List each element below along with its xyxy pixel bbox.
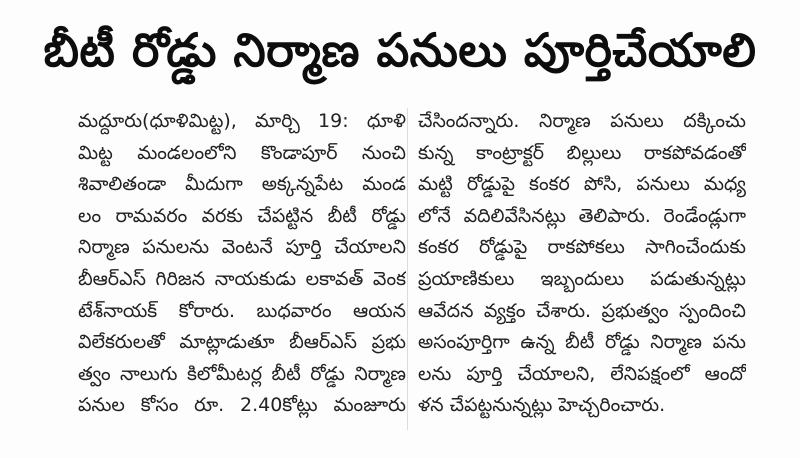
body-line: త్వం నాలుగు కిలోమీటర్ల బీటీ రోడ్డు నిర్మాణ bbox=[78, 362, 406, 385]
body-line: ప్రయాణికులు ఇబ్బందులు పడుతున్నట్లు bbox=[418, 267, 746, 290]
body-line: ళన చేపట్టనున్నట్లు హెచ్చరించారు. bbox=[418, 394, 666, 417]
body-line: శివాలితండా మీదుగా అక్కన్నపేట మండ bbox=[78, 173, 406, 196]
article-column-right bbox=[418, 106, 746, 422]
body-line: మిట్ట మండలంలోని కొండాపూర్ నుంచి bbox=[78, 141, 406, 164]
body-line: అసంపూర్తిగా ఉన్న బీటీ రోడ్డు నిర్మాణ పను bbox=[418, 331, 746, 354]
body-line: చేసిందన్నారు. నిర్మాణ పనులు దక్కించు bbox=[418, 110, 746, 132]
body-line: విలేకరులతో మాట్లాడుతూ బీఆర్ఎస్ ప్రభు bbox=[78, 331, 406, 354]
column-divider bbox=[407, 108, 408, 430]
body-line: టేశ్‌నాయక్ కోరారు. బుధవారం ఆయన bbox=[78, 299, 406, 322]
body-line: కున్న కాంట్రాక్టర్ బిల్లులు రాకపోవడంతో bbox=[418, 141, 746, 164]
body-line: బీఆర్ఎస్ గిరిజన నాయకుడు లకావత్ వెంక bbox=[78, 267, 406, 290]
body-line: పనుల కోసం రూ. 2.40కోట్లు మంజూరు bbox=[78, 394, 406, 417]
body-line: కంకర రోడ్డుపై రాకపోకలు సాగించేందుకు bbox=[418, 236, 746, 259]
article-headline: బీటీ రోడ్డు నిర్మాణ పనులు పూర్తిచేయాలి bbox=[43, 23, 757, 77]
body-line: లను పూర్తి చేయాలని, లేనిపక్షంలో ఆందో bbox=[418, 362, 746, 385]
article-column-left bbox=[78, 106, 406, 422]
body-line: మట్టి రోడ్డుపై కంకర పోసి, పనులు మధ్య bbox=[418, 173, 746, 196]
body-line: ఆవేదన వ్యక్తం చేశారు. ప్రభుత్వం స్పందించి bbox=[418, 299, 746, 322]
body-line: మద్దూరు(ధూళిమిట్ట), మార్చి 19: ధూళి bbox=[78, 110, 406, 132]
body-line: లం రామవరం వరకు చేపట్టిన బీటీ రోడ్డు bbox=[78, 204, 406, 227]
body-line: లోనే వదిలివేసినట్లు తెలిపారు. రెండేండ్లుగా bbox=[418, 204, 746, 227]
body-line: నిర్మాణ పనులను వెంటనే పూర్తి చేయాలని bbox=[78, 236, 406, 259]
